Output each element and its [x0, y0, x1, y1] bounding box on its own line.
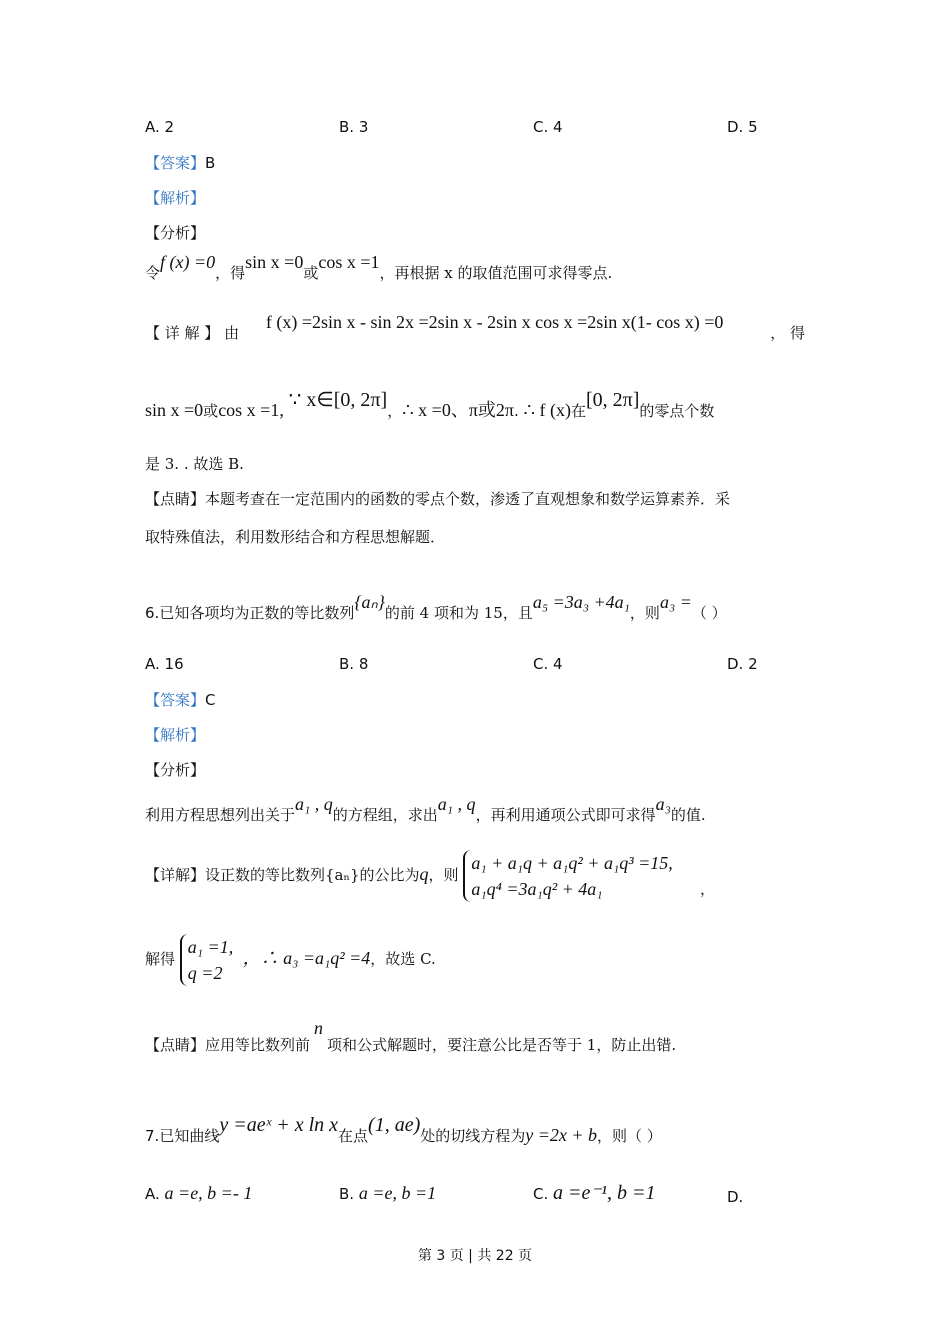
answer-line [145, 152, 215, 173]
option-c [533, 1180, 655, 1205]
formula: a₅ =3a₃ +4a₁ [532, 592, 630, 612]
equation: a₁q⁴ =3a₁q² + 4a₁ [471, 879, 603, 899]
text: ， [387, 402, 403, 420]
option-a [145, 1183, 252, 1204]
formula: a =e, b =- 1 [164, 1183, 253, 1203]
text: ，则 [428, 866, 459, 884]
option-c: C. 4 [533, 655, 563, 673]
dianjing-tag: 【点睛】 [145, 490, 206, 508]
answer-value: B [205, 154, 216, 172]
jiexi-tag: 【解析】 [145, 189, 206, 207]
fenxi-text [145, 794, 706, 825]
formula: f (x) =0 [160, 252, 216, 272]
formula: n [314, 1018, 324, 1038]
option-a: A. 16 [145, 655, 184, 673]
text: （ ） [691, 604, 727, 622]
text: 在 [570, 402, 586, 420]
option-label: C. [533, 1185, 549, 1203]
option-d: D. 2 [727, 655, 758, 673]
equation-system [463, 850, 672, 902]
fenxi-tag: 【分析】 [145, 224, 206, 242]
question-6 [145, 592, 727, 623]
text: 或 [203, 402, 219, 420]
formula: [0, 2π] [586, 389, 640, 411]
formula: (1, ae) [368, 1114, 421, 1136]
equation: a₁ =1, [187, 937, 234, 957]
xiangjie-tag: 【详解】 [145, 866, 206, 884]
text: 在点 [338, 1127, 369, 1145]
formula: sin x =0 [145, 400, 204, 420]
dianjing [145, 488, 730, 509]
text: ，再根据 x 的取值范围可求得零点. [379, 264, 613, 282]
text: ，则 [629, 604, 660, 622]
option-label: D. [727, 1188, 744, 1206]
formula: a₁ , q [437, 794, 476, 814]
text: . [514, 402, 524, 420]
formula: ∵ x∈[0, 2π] [288, 389, 388, 411]
text: 的零点个数 [639, 402, 715, 420]
option-label: B. [339, 1185, 355, 1203]
jiexi-tag: 【解析】 [145, 726, 206, 744]
text: 的值. [670, 806, 706, 824]
text: 处的切线方程为 [420, 1127, 526, 1145]
solution-line [145, 389, 715, 422]
text: 已知各项均为正数的等比数列 [159, 604, 355, 622]
text: 解得 [145, 950, 176, 968]
equation-system [180, 934, 238, 986]
formula: f (x) =2sin x - sin 2x =2sin x - 2sin x cos x =2sin x(1- cos x) =0 [265, 312, 724, 332]
text: 本题考查在一定范围内的函数的零点个数，渗透了直观想象和数学运算素养．采 [205, 490, 731, 508]
answer-tag: 【答案】 [145, 691, 206, 709]
formula: y =2x + b [525, 1125, 598, 1145]
equation: q =2 [187, 963, 223, 983]
option-c: C. 4 [533, 118, 563, 136]
equation: a₁ + a₁q + a₁q² + a₁q³ =15, [471, 853, 673, 873]
dianjing-cont: 取特殊值法，利用数形结合和方程思想解题． [145, 528, 446, 546]
text: 的方程组，求出 [332, 806, 438, 824]
text: 应用等比数列前 [205, 1036, 311, 1054]
question-7 [145, 1114, 662, 1147]
fenxi-text [145, 252, 613, 283]
text: ，再利用通项公式即可求得 [475, 806, 656, 824]
option-label: A. [145, 1185, 160, 1203]
dianjing [145, 1018, 677, 1055]
answer-value: C [205, 691, 216, 709]
answer-tag: 【答案】 [145, 154, 206, 172]
text: ，故选 C. [370, 950, 436, 968]
option-d [727, 1186, 743, 1207]
text: ，得 [215, 264, 246, 282]
xiangjie-text [145, 850, 715, 902]
formula: a₁ , q [295, 794, 333, 814]
answer-line [145, 689, 216, 710]
option-d: D. 5 [727, 118, 758, 136]
text: ， 得 [770, 324, 805, 342]
text: 令 [145, 264, 161, 282]
xiangjie-text [145, 312, 805, 343]
text: ， [699, 880, 715, 898]
text: 项和公式解题时，要注意公比是否等于 1，防止出错. [327, 1036, 677, 1054]
formula: cos x =1, [218, 400, 284, 420]
option-b [339, 1183, 436, 1204]
formula: a =e⁻¹, b =1 [553, 1182, 656, 1204]
formula: ，∴ a₃ =a₁q² =4 [242, 948, 371, 968]
formula: cos x =1 [318, 252, 380, 272]
formula: a₃ [655, 794, 671, 814]
text: 的前 4 项和为 15，且 [384, 604, 533, 622]
text: 设正数的等比数列{aₙ}的公比为 [205, 866, 420, 884]
option-b: B. 8 [339, 655, 369, 673]
conclusion: 是 3. . 故选 B. [145, 455, 244, 473]
fenxi-tag: 【分析】 [145, 761, 206, 779]
question-number: 6. [145, 604, 160, 622]
formula: ∴ f (x) [523, 400, 571, 420]
text: 利用方程思想列出关于 [145, 806, 296, 824]
formula: sin x =0 [245, 252, 304, 272]
dianjing-tag: 【点睛】 [145, 1036, 206, 1054]
option-a: A. 2 [145, 118, 175, 136]
xiangjie-tag: 【 详 解 】 由 [145, 324, 240, 342]
text: ，则（ ） [597, 1127, 662, 1145]
formula: y =aeˣ + x ln x [219, 1114, 339, 1136]
jiede-line [145, 934, 436, 986]
formula: a₃ = [659, 592, 692, 612]
text: 已知曲线 [159, 1127, 220, 1145]
formula: {aₙ} [354, 592, 385, 612]
page-footer: 第 3 页 | 共 22 页 [417, 1248, 533, 1264]
formula: q [419, 864, 429, 884]
formula: a =e, b =1 [358, 1183, 437, 1203]
text: 或 [303, 264, 319, 282]
formula: ∴ x =0、π或2π [402, 400, 514, 420]
question-number: 7. [145, 1127, 160, 1145]
option-b: B. 3 [339, 118, 369, 136]
